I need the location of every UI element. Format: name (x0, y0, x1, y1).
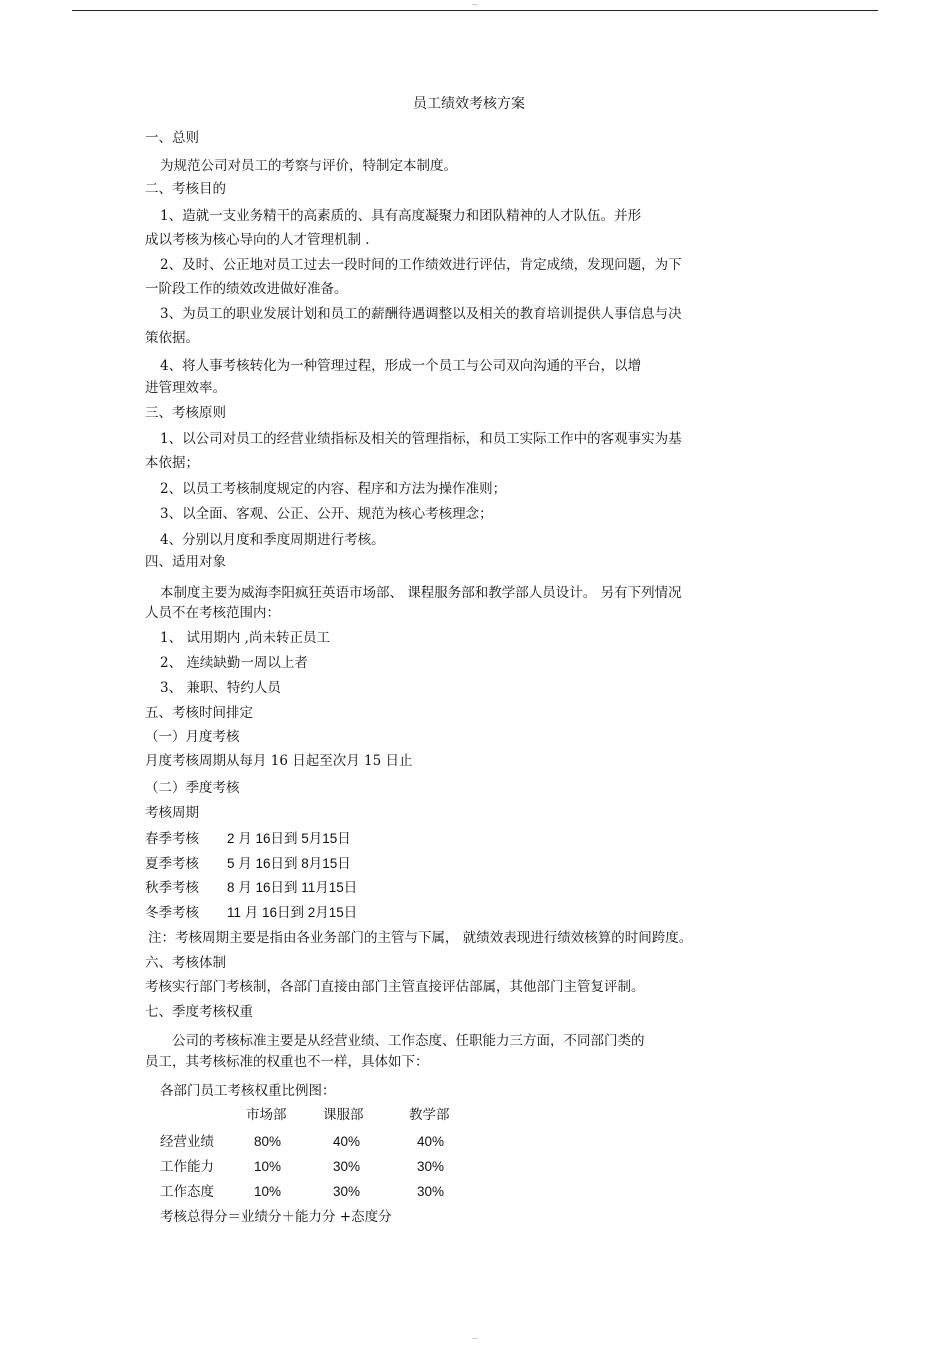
score-formula: 考核总得分＝业绩分＋能力分 +态度分 (160, 1209, 392, 1225)
section-2-item-4a: 4、将人事考核转化为一种管理过程，形成一个员工与公司双向沟通的平台，以增 (160, 358, 642, 374)
weight-table-caption: 各部门员工考核权重比例图： (160, 1083, 336, 1099)
section-1-body: 为规范公司对员工的考察与评价，特制定本制度。 (160, 158, 457, 174)
weight-table-header: 教学部 (409, 1107, 450, 1123)
section-2-item-1a: 1、造就一支业务精干的高素质的、具有高度凝聚力和团队精神的人才队伍。并形 (160, 208, 642, 224)
section-2-item-3a: 3、为员工的职业发展计划和员工的薪酬待遇调整以及相关的教育培训提供人事信息与决 (160, 306, 682, 322)
quarter-range: 5 月 16日到 8月15日 (227, 856, 351, 871)
period-label: 考核周期 (145, 805, 199, 821)
weight-cell: 10% (254, 1184, 282, 1199)
document-title: 员工绩效考核方案 (413, 96, 525, 112)
section-4-heading: 四、适用对象 (145, 554, 226, 570)
weight-row-label: 工作能力 (160, 1159, 214, 1175)
weight-cell: 10% (254, 1159, 282, 1174)
weight-table-header: 课服部 (323, 1107, 364, 1123)
monthly-heading: （一）月度考核 (145, 729, 240, 745)
weight-cell: 40% (333, 1134, 361, 1149)
header-mark: — (472, 1, 478, 8)
weight-cell: 30% (417, 1159, 445, 1174)
section-7-heading: 七、季度考核权重 (145, 1004, 253, 1020)
section-3-item-1a: 1、以公司对员工的经营业绩指标及相关的管理指标，和员工实际工作中的客观事实为基 (160, 431, 682, 447)
section-3-item-3: 3、以全面、客观、公正、公开、规范为核心考核理念； (160, 506, 493, 522)
monthly-text: 月度考核周期从每月 16 日起至次月 15 日止 (145, 753, 413, 769)
weight-row-label: 工作态度 (160, 1184, 214, 1200)
quarter-name: 春季考核 (145, 831, 199, 847)
section-2-item-2b: 一阶段工作的绩效改进做好准备。 (145, 281, 348, 297)
section-2-heading: 二、考核目的 (145, 181, 226, 197)
section-2-item-4b: 进管理效率。 (145, 380, 226, 396)
section-4-list-item: 3、 兼职、特约人员 (160, 680, 281, 696)
section-7-body-a: 公司的考核标准主要是从经营业绩、工作态度、任职能力三方面，不同部门类的 (172, 1033, 645, 1049)
section-3-item-1b: 本依据； (145, 455, 199, 471)
section-2-item-3b: 策依据。 (145, 330, 199, 346)
section-1-heading: 一、总则 (145, 130, 199, 146)
section-2-item-2a: 2、及时、公正地对员工过去一段时间的工作绩效进行评估，肯定成绩，发现问题，为下 (160, 257, 682, 273)
quarter-name: 冬季考核 (145, 905, 199, 921)
quarter-name: 秋季考核 (145, 880, 199, 896)
section-4-body-a: 本制度主要为威海李阳疯狂英语市场部、 课程服务部和教学部人员设计。 另有下列情况 (160, 585, 682, 601)
footer-mark: — (472, 1335, 478, 1342)
weight-row-label: 经营业绩 (160, 1134, 214, 1150)
section-3-item-4: 4、分别以月度和季度周期进行考核。 (160, 532, 385, 548)
weight-cell: 30% (417, 1184, 445, 1199)
weight-cell: 40% (417, 1134, 445, 1149)
header-rule (72, 10, 878, 11)
section-7-body-b: 员工，其考核标准的权重也不一样，具体如下： (145, 1054, 429, 1070)
weight-table-header: 市场部 (246, 1107, 287, 1123)
section-2-item-1b: 成以考核为核心导向的人才管理机制 . (145, 232, 370, 248)
quarter-name: 夏季考核 (145, 856, 199, 872)
weight-cell: 80% (254, 1134, 282, 1149)
quarter-range: 8 月 16日到 11月15日 (227, 880, 358, 895)
quarterly-heading: （二）季度考核 (145, 780, 240, 796)
quarter-range: 2 月 16日到 5月15日 (227, 831, 351, 846)
section-4-list-item: 1、 试用期内 ,尚未转正员工 (160, 630, 330, 646)
schedule-note: 注：考核周期主要是指由各业务部门的主管与下属， 就绩效表现进行绩效核算的时间跨度。 (148, 930, 693, 946)
section-3-item-2: 2、以员工考核制度规定的内容、程序和方法为操作准则； (160, 481, 507, 497)
quarter-range: 11 月 16日到 2月15日 (227, 905, 358, 920)
weight-cell: 30% (333, 1184, 361, 1199)
section-4-body-b: 人员不在考核范围内： (145, 605, 280, 621)
weight-cell: 30% (333, 1159, 361, 1174)
section-5-heading: 五、考核时间排定 (145, 705, 253, 721)
section-3-heading: 三、考核原则 (145, 405, 226, 421)
section-4-list-item: 2、 连续缺勤一周以上者 (160, 655, 308, 671)
section-6-heading: 六、考核体制 (145, 955, 226, 971)
section-6-body: 考核实行部门考核制，各部门直接由部门主管直接评估部属，其他部门主管复评制。 (145, 979, 645, 995)
